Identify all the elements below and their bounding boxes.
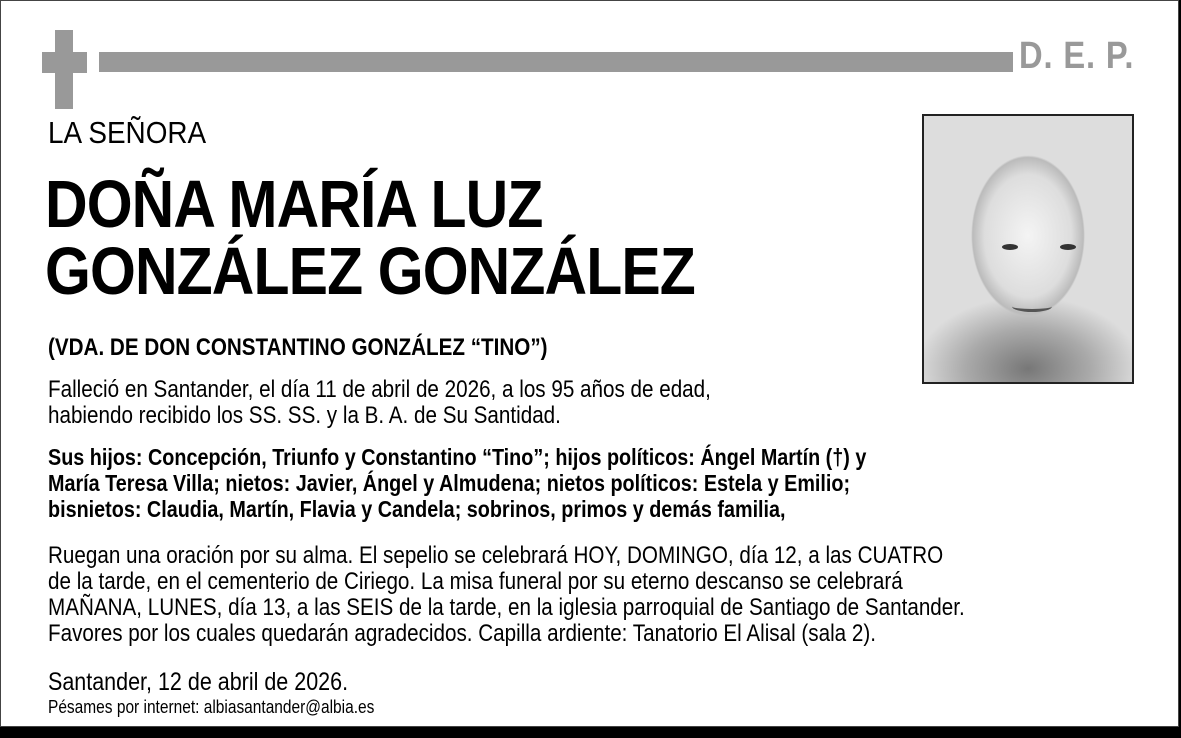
family-line: bisnietos: Claudia, Martín, Flavia y Candela; sobrinos, primos y demás familia, (48, 496, 786, 522)
service-line: MAÑANA, LUNES, día 13, a las SEIS de la tarde, en la iglesia parroquial de Santiago de Santander. (48, 594, 965, 621)
portrait-photo (922, 114, 1134, 384)
service-line: Favores por los cuales quedarán agradecidos. Capilla ardiente: Tanatorio El Alisal (sala 2). (48, 620, 876, 647)
widow-note: (VDA. DE DON CONSTANTINO GONZÁLEZ “TINO”) (48, 334, 548, 361)
death-notice-line: habiendo recibido los SS. SS. y la B. A. de Su Santidad. (48, 402, 561, 429)
family-list (48, 444, 866, 522)
header-rule (99, 52, 1013, 72)
condolences-contact: Pésames por internet: albiasantander@albia.es (48, 697, 375, 717)
name-line-1: DOÑA MARÍA LUZ (45, 167, 543, 242)
name-line-2: GONZÁLEZ GONZÁLEZ (45, 234, 695, 309)
deceased-name (45, 167, 695, 309)
service-line: Ruegan una oración por su alma. El sepelio se celebrará HOY, DOMINGO, día 12, a las CUATRO (48, 542, 944, 569)
photo-eye-left (1002, 244, 1018, 250)
photo-mouth (1012, 301, 1052, 312)
service-details (48, 543, 965, 647)
death-notice (48, 377, 711, 429)
family-line: María Teresa Villa; nietos: Javier, Ángel y Almudena; nietos políticos: Estela y Emilio; (48, 470, 851, 496)
cross-icon-arm (42, 52, 87, 73)
honorific: LA SEÑORA (48, 115, 207, 150)
family-line: Sus hijos: Concepción, Triunfo y Constantino “Tino”; hijos políticos: Ángel Martín (†) y (48, 444, 867, 470)
place-date: Santander, 12 de abril de 2026. (48, 668, 349, 696)
death-notice-line: Falleció en Santander, el día 11 de abril de 2026, a los 95 años de edad, (48, 376, 711, 403)
service-line: de la tarde, en el cementerio de Ciriego. La misa funeral por su eterno descanso se celebrará (48, 568, 903, 595)
photo-eye-right (1060, 244, 1076, 250)
dep-label: D. E. P. (1019, 35, 1135, 77)
